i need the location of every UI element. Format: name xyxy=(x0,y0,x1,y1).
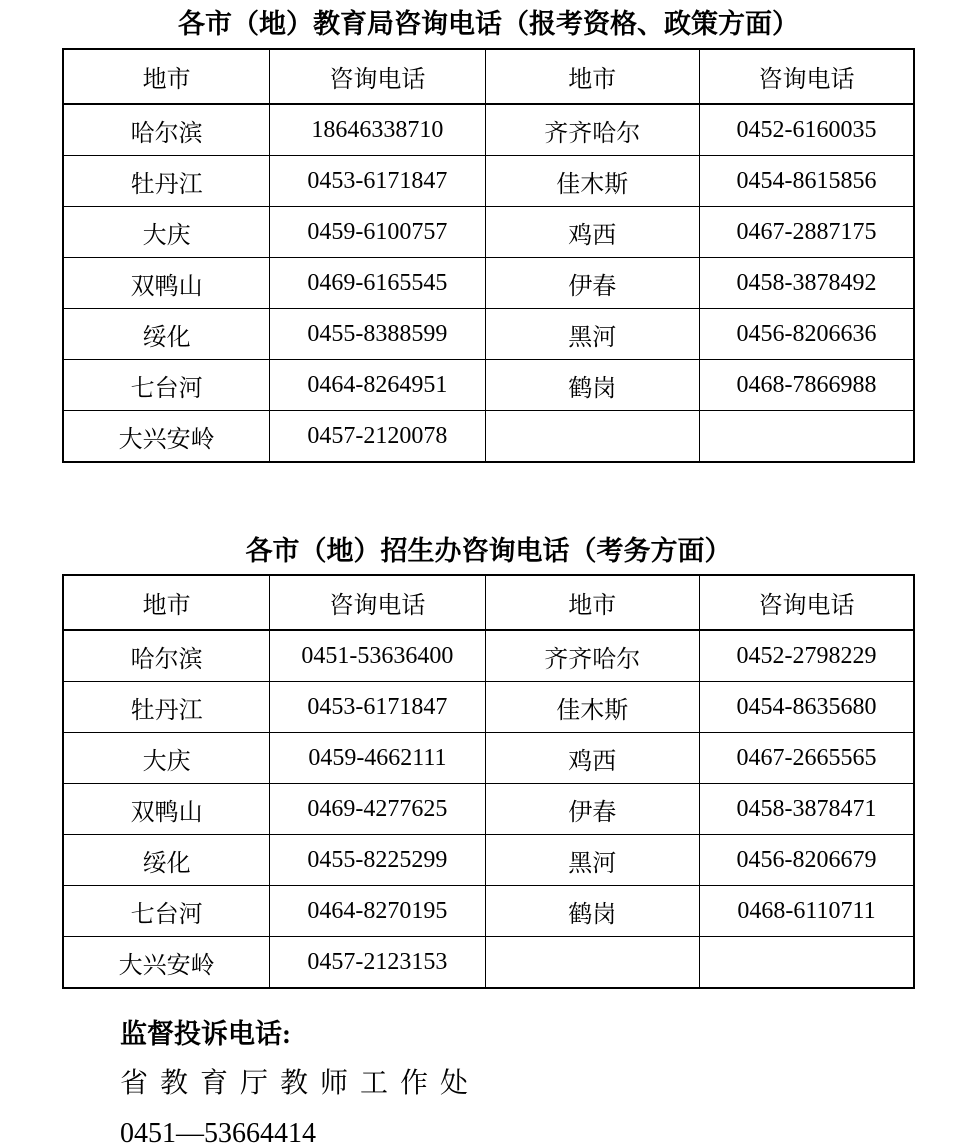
table-cell: 齐齐哈尔 xyxy=(485,104,699,156)
department-name: 省教育厅教师工作处 xyxy=(120,1068,481,1099)
table-cell: 0464-8264951 xyxy=(270,360,485,411)
header-cell: 咨询电话 xyxy=(700,575,914,630)
header-cell: 咨询电话 xyxy=(270,49,485,104)
table-row xyxy=(63,784,914,835)
table-row xyxy=(63,411,914,463)
table-cell: 0451-53636400 xyxy=(270,630,485,682)
table-cell: 0457-2120078 xyxy=(270,411,485,463)
table-cell: 绥化 xyxy=(63,309,270,360)
table-cell: 鹤岗 xyxy=(485,360,699,411)
table-cell: 佳木斯 xyxy=(485,156,699,207)
table-cell: 伊春 xyxy=(485,258,699,309)
table-cell: 黑河 xyxy=(485,835,699,886)
table-cell: 0452-2798229 xyxy=(700,630,914,682)
table-cell: 大庆 xyxy=(63,207,270,258)
table-cell: 鹤岗 xyxy=(485,886,699,937)
supervision-phone-label: 监督投诉电话: xyxy=(120,1019,291,1049)
table-cell: 伊春 xyxy=(485,784,699,835)
table-cell: 哈尔滨 xyxy=(63,630,270,682)
table-cell: 七台河 xyxy=(63,886,270,937)
table-row xyxy=(63,886,914,937)
table-cell: 0452-6160035 xyxy=(700,104,914,156)
table-row xyxy=(63,156,914,207)
table-cell: 双鸭山 xyxy=(63,784,270,835)
table-cell: 0455-8225299 xyxy=(270,835,485,886)
header-cell: 地市 xyxy=(485,49,699,104)
table-cell: 0468-6110711 xyxy=(700,886,914,937)
header-cell: 地市 xyxy=(63,49,270,104)
table-cell: 哈尔滨 xyxy=(63,104,270,156)
table-cell: 黑河 xyxy=(485,309,699,360)
table-cell xyxy=(485,411,699,463)
table-cell: 鸡西 xyxy=(485,733,699,784)
table-cell: 18646338710 xyxy=(270,104,485,156)
table-row xyxy=(63,104,914,156)
table-row xyxy=(63,630,914,682)
table-cell: 0456-8206679 xyxy=(700,835,914,886)
table-cell: 大兴安岭 xyxy=(63,411,270,463)
admissions-office-phone-table xyxy=(62,574,915,989)
table-row xyxy=(63,835,914,886)
table-cell: 双鸭山 xyxy=(63,258,270,309)
table-cell: 齐齐哈尔 xyxy=(485,630,699,682)
table-row xyxy=(63,309,914,360)
table2-title: 各市（地）招生办咨询电话（考务方面） xyxy=(245,536,732,566)
table-cell: 0458-3878471 xyxy=(700,784,914,835)
table-cell xyxy=(700,411,914,463)
table-row xyxy=(63,258,914,309)
table-cell: 大兴安岭 xyxy=(63,937,270,989)
table1-title: 各市（地）教育局咨询电话（报考资格、政策方面） xyxy=(178,9,799,39)
header-cell: 地市 xyxy=(63,575,270,630)
education-bureau-phone-table xyxy=(62,48,915,463)
table-cell: 0467-2887175 xyxy=(700,207,914,258)
table-row xyxy=(63,207,914,258)
table-header-row xyxy=(63,575,914,630)
table-cell: 0464-8270195 xyxy=(270,886,485,937)
table-cell: 0469-4277625 xyxy=(270,784,485,835)
table-row xyxy=(63,360,914,411)
table-row xyxy=(63,682,914,733)
table-cell: 七台河 xyxy=(63,360,270,411)
table-cell: 0456-8206636 xyxy=(700,309,914,360)
header-cell: 咨询电话 xyxy=(700,49,914,104)
table-cell: 0469-6165545 xyxy=(270,258,485,309)
header-cell: 咨询电话 xyxy=(270,575,485,630)
table-cell: 0457-2123153 xyxy=(270,937,485,989)
table-cell xyxy=(700,937,914,989)
table-cell: 0458-3878492 xyxy=(700,258,914,309)
table-cell: 牡丹江 xyxy=(63,682,270,733)
table-cell: 牡丹江 xyxy=(63,156,270,207)
table-cell: 鸡西 xyxy=(485,207,699,258)
table-cell: 0455-8388599 xyxy=(270,309,485,360)
table-cell xyxy=(485,937,699,989)
table-cell: 0454-8635680 xyxy=(700,682,914,733)
table-cell: 0453-6171847 xyxy=(270,682,485,733)
table-cell: 0467-2665565 xyxy=(700,733,914,784)
table-cell: 绥化 xyxy=(63,835,270,886)
table-cell: 大庆 xyxy=(63,733,270,784)
supervision-footer xyxy=(120,1009,974,1144)
table-cell: 0453-6171847 xyxy=(270,156,485,207)
table-cell: 0459-4662111 xyxy=(270,733,485,784)
table-cell: 0459-6100757 xyxy=(270,207,485,258)
table-row xyxy=(63,937,914,989)
supervision-phone-number: 0451—53664414 xyxy=(120,1118,316,1144)
table-row xyxy=(63,733,914,784)
header-cell: 地市 xyxy=(485,575,699,630)
table-cell: 0454-8615856 xyxy=(700,156,914,207)
table-cell: 佳木斯 xyxy=(485,682,699,733)
table-cell: 0468-7866988 xyxy=(700,360,914,411)
table-header-row xyxy=(63,49,914,104)
